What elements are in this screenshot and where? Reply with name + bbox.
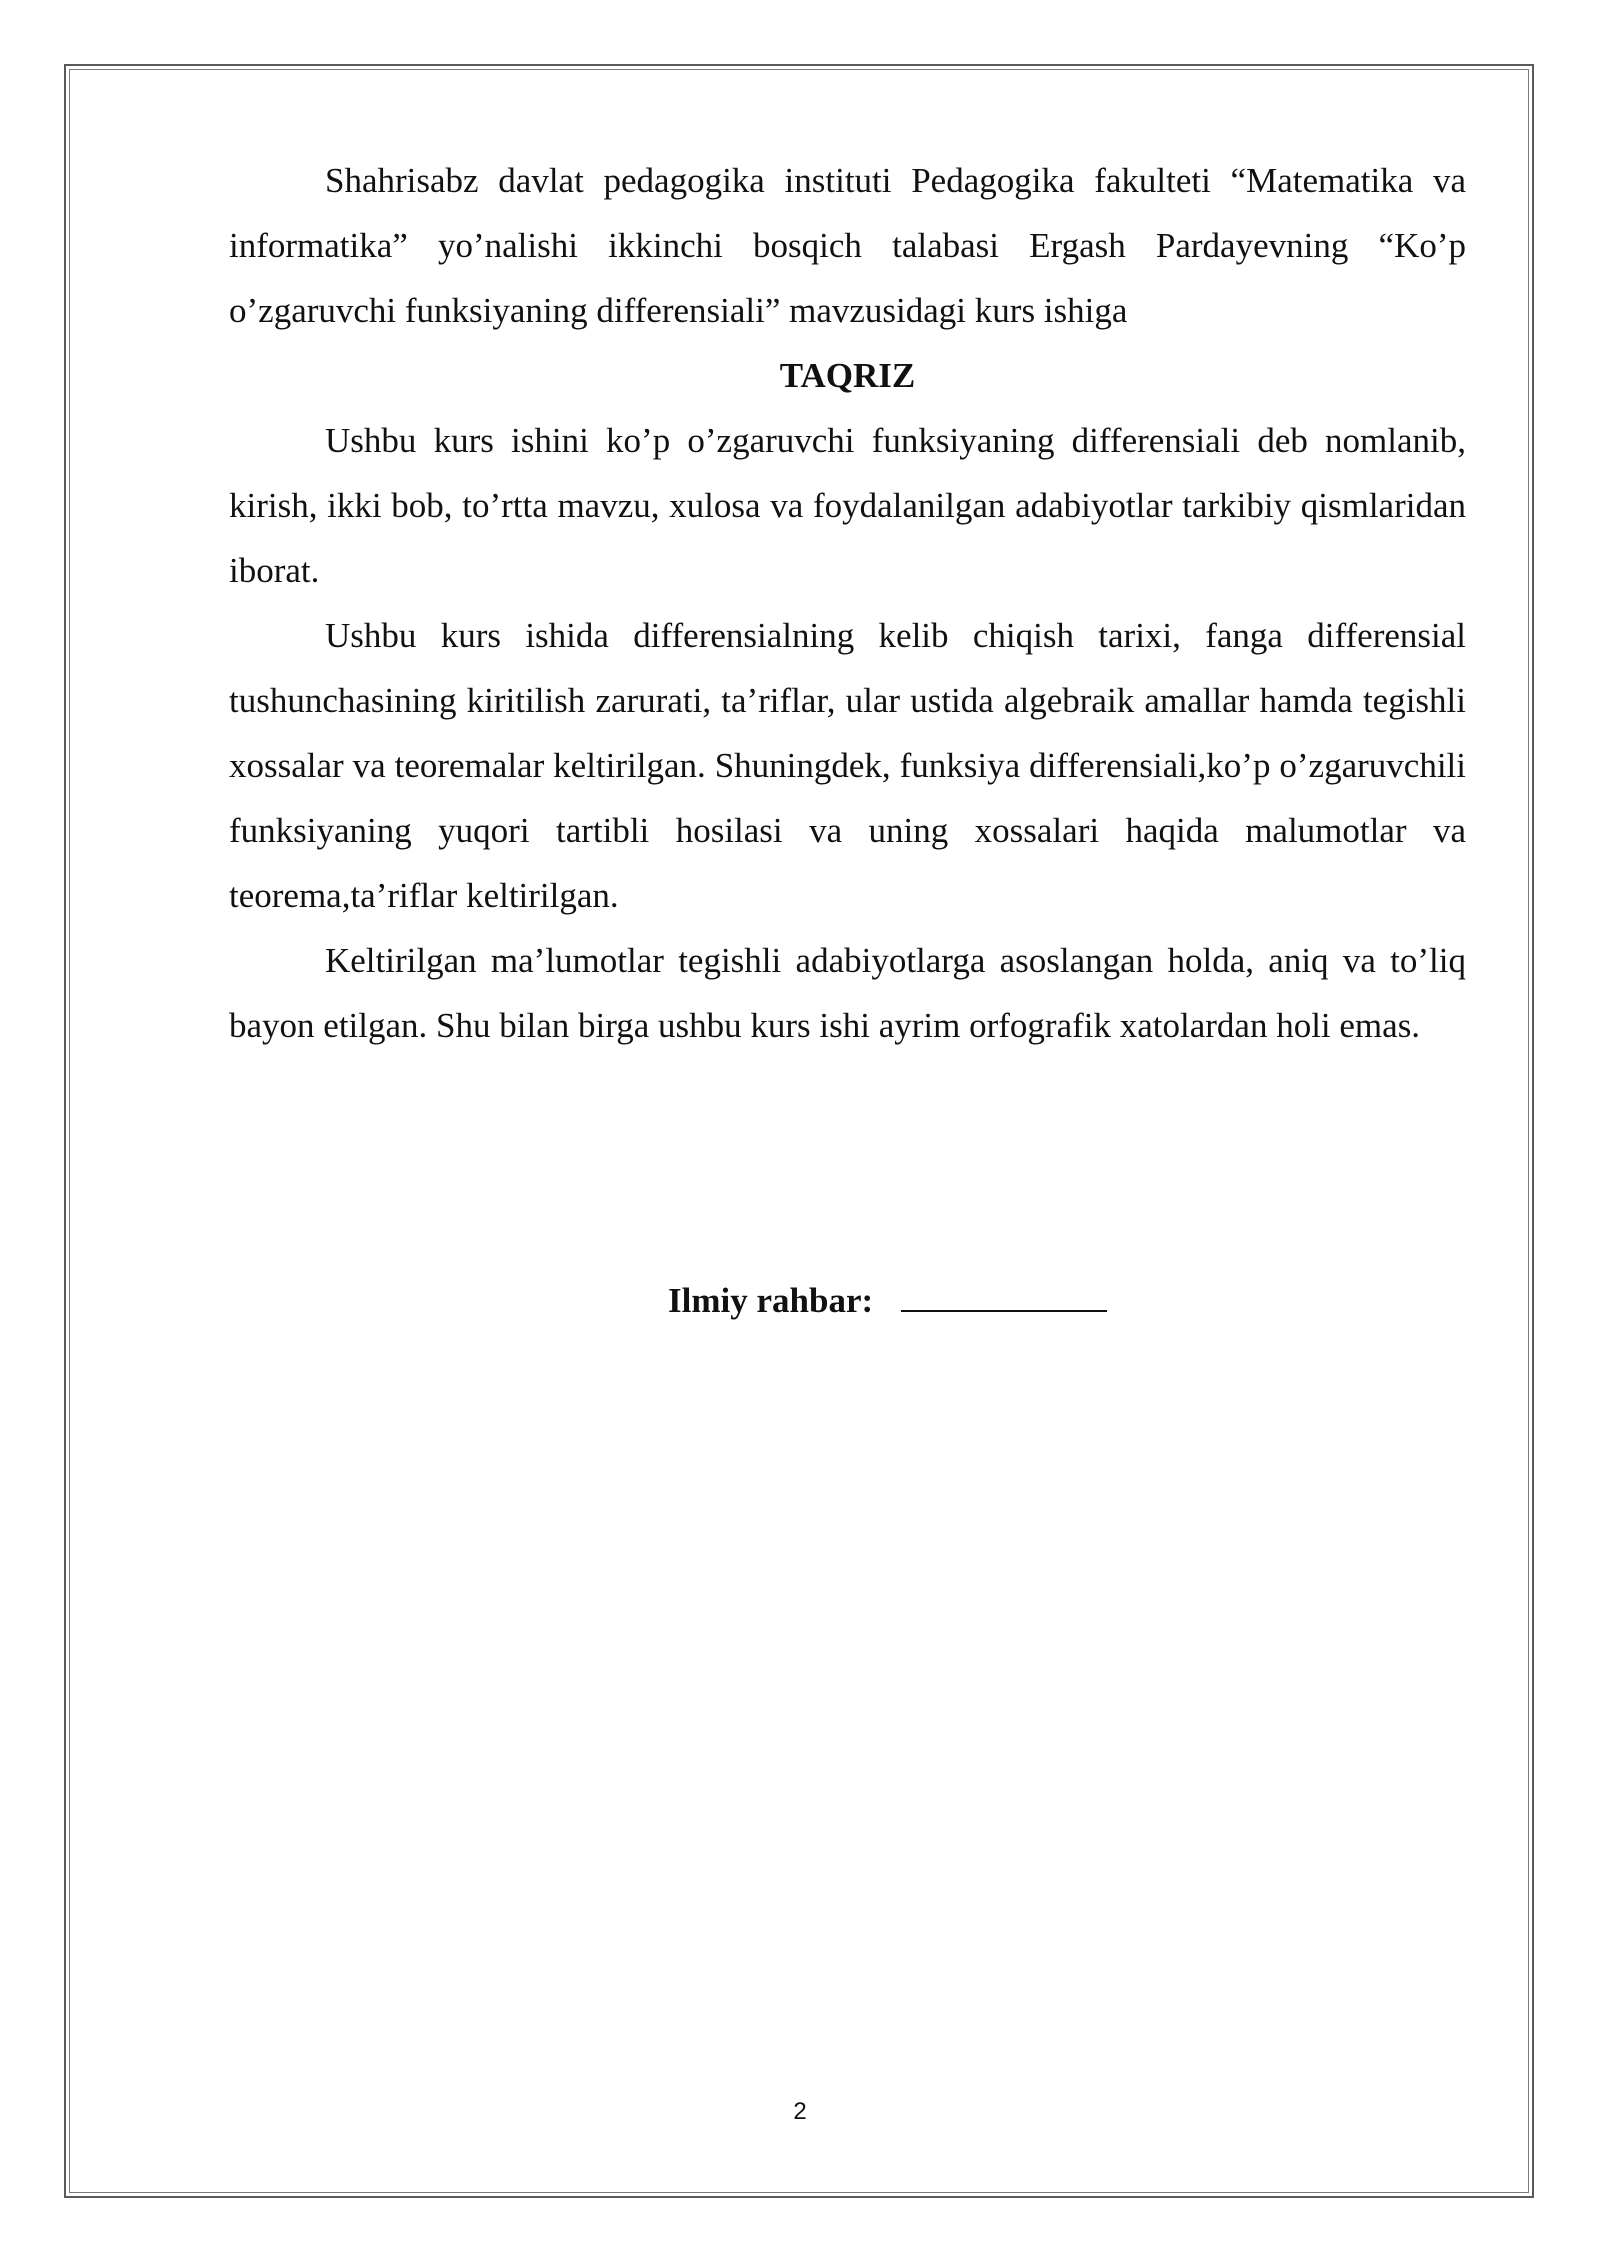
paragraph-conclusion: Keltirilgan ma’lumotlar tegishli adabiyotlarga asoslangan holda, aniq va to’liq bayon etilgan. Shu bilan birga ushbu kurs ishi ayrim orfografik xatolardan holi emas.	[229, 941, 1466, 1045]
document-title: TAQRIZ	[779, 356, 916, 395]
paragraph-content: Ushbu kurs ishida differensialning kelib chiqish tarixi, fanga differensial tushunchasining kiritilish zarurati, ta’riflar, ular ustida algebraik amallar hamda tegishli xossalar va teoremalar keltirilgan. Shuningdek, funksiya differensiali,ko’p o’zgaruvchili funksiyaning yuqori tartibli hosilasi va uning xossalari haqida malumotlar va teorema,ta’riflar keltirilgan.	[229, 616, 1466, 915]
paragraph-structure: Ushbu kurs ishini ko’p o’zgaruvchi funksiyaning differensiali deb nomlanib, kirish, ikki bob, to’rtta mavzu, xulosa va foydalanilgan adabiyotlar tarkibiy qismlaridan iborat.	[229, 421, 1466, 590]
intro-paragraph: Shahrisabz davlat pedagogika instituti Pedagogika fakulteti “Matematika va informatika” yo’nalishi ikkinchi bosqich talabasi Ergash Pardayevning “Ko’p o’zgaruvchi funksiyaning differensiali” mavzusidagi kurs ishiga	[229, 161, 1466, 330]
document-body	[229, 148, 1466, 1058]
signature-label: Ilmiy rahbar:	[668, 1281, 874, 1320]
page-number: 2	[793, 2098, 807, 2125]
signature-block	[668, 1268, 1107, 1333]
signature-line	[901, 1274, 1107, 1312]
